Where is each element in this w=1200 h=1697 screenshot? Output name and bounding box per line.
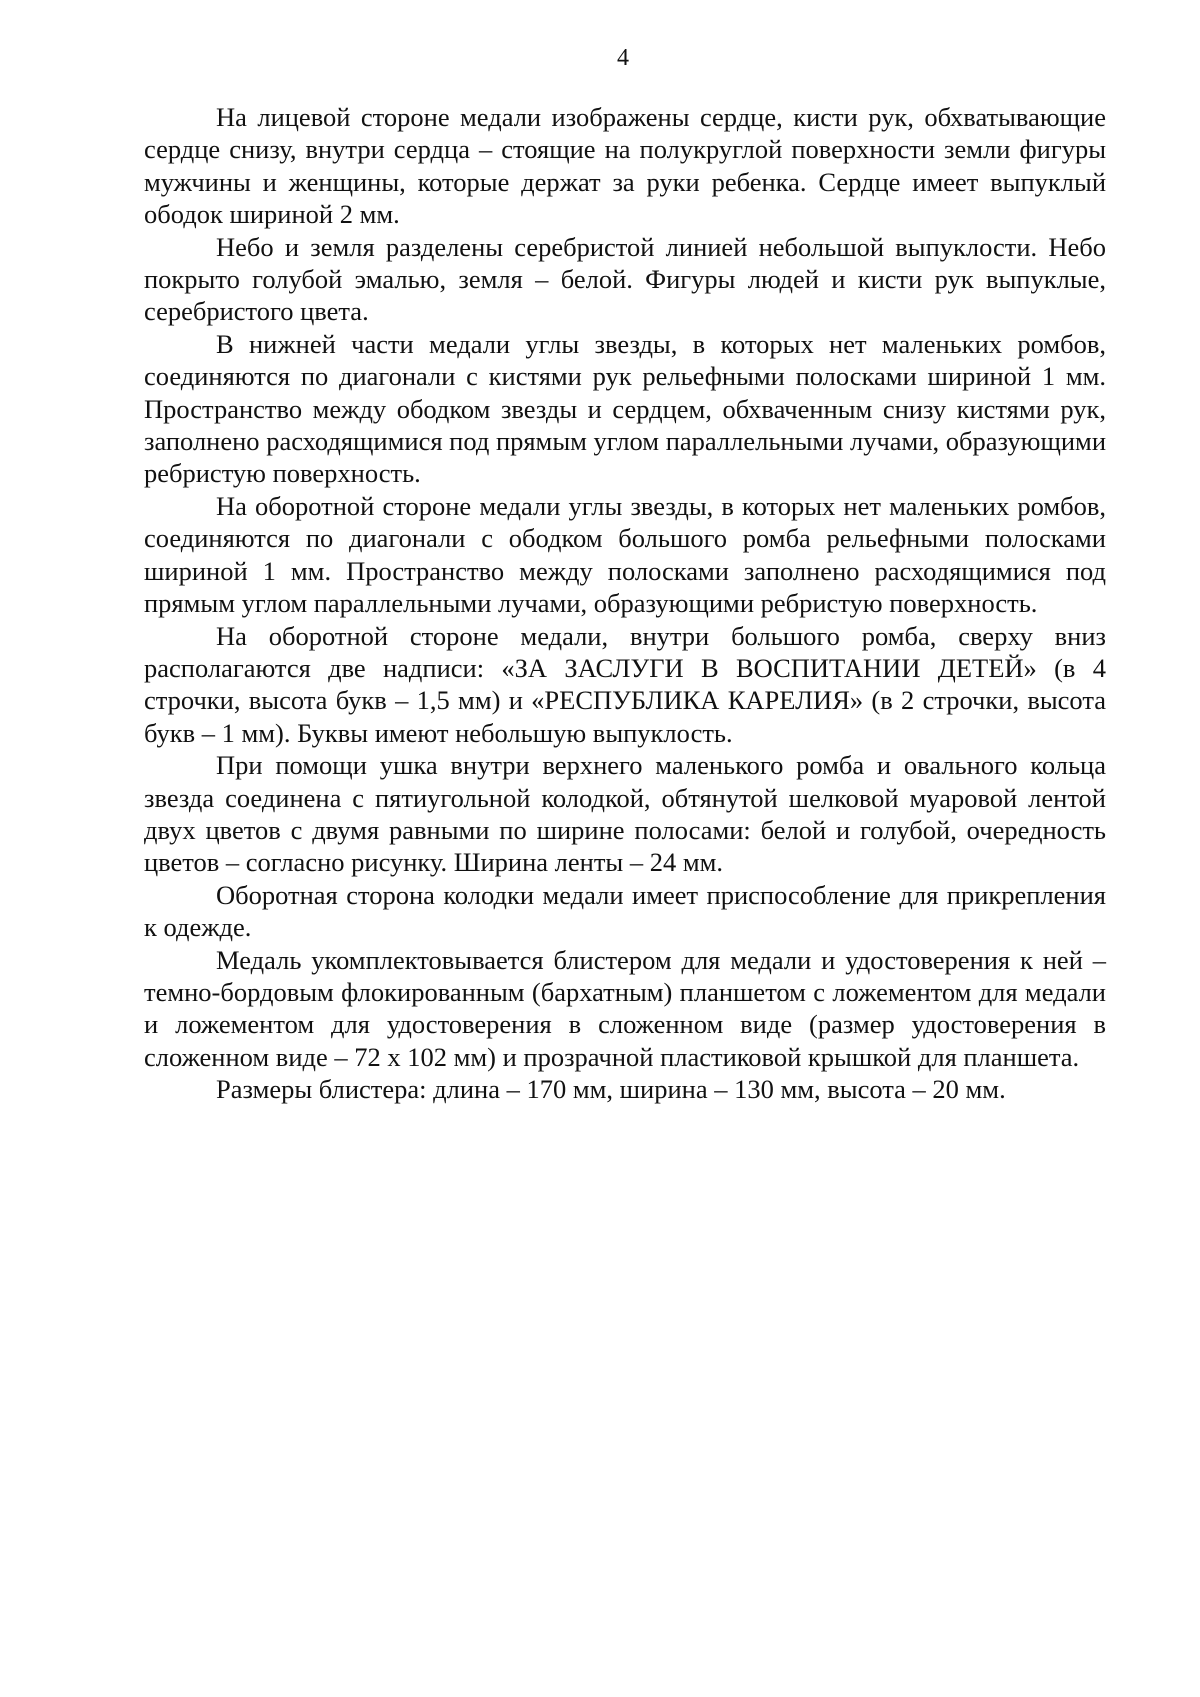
- page-number: 4: [617, 45, 629, 71]
- paragraph-reverse-inscriptions: На оборотной стороне медали, внутри большого ромба, сверху вниз располагаются две надписи: «ЗА ЗАСЛУГИ В ВОСПИТАНИИ ДЕТЕЙ» (в 4 строчки, высота букв – 1,5 мм) и «РЕСПУБЛИКА КАРЕЛИЯ» (в 2 строчки, высота букв – 1 мм). Буквы имеют небольшую выпуклость.: [144, 620, 1106, 748]
- document-body: [144, 101, 1106, 1106]
- paragraph-lower-star-corners: В нижней части медали углы звезды, в которых нет маленьких ромбов, соединяются по диагонали с кистями рук рельефными полосками шириной 1 мм. Пространство между ободком звезды и сердцем, обхваченным снизу кистями рук, заполнено расходящимися под прямым углом параллельными лучами, образующими ребристую поверхность.: [144, 328, 1106, 489]
- paragraph-sky-and-earth: Небо и земля разделены серебристой линией небольшой выпуклости. Небо покрыто голубой эмалью, земля – белой. Фигуры людей и кисти рук выпуклые, серебристого цвета.: [144, 231, 1106, 327]
- paragraph-blister-pack: Медаль укомплектовывается блистером для медали и удостоверения к ней – темно-бордовым флокированным (бархатным) планшетом с ложементом для медали и ложементом для удостоверения в сложенном виде (размер удостоверения в сложенном виде – 72 х 102 мм) и прозрачной пластиковой крышкой для планшета.: [144, 944, 1106, 1072]
- paragraph-obverse-description: На лицевой стороне медали изображены сердце, кисти рук, обхватывающие сердце снизу, внутри сердца – стоящие на полукруглой поверхности земли фигуры мужчины и женщины, которые держат за руки ребенка. Сердце имеет выпуклый ободок шириной 2 мм.: [144, 102, 1106, 230]
- paragraph-attachment: Оборотная сторона колодки медали имеет приспособление для прикрепления к одежде.: [144, 879, 1106, 943]
- paragraph-blister-dimensions: Размеры блистера: длина – 170 мм, ширина – 130 мм, высота – 20 мм.: [216, 1074, 1006, 1105]
- paragraph-ribbon-mount: При помощи ушка внутри верхнего маленького ромба и овального кольца звезда соединена с пятиугольной колодкой, обтянутой шелковой муаровой лентой двух цветов с двумя равными по ширине полосами: белой и голубой, очередность цветов – согласно рисунку. Ширина ленты – 24 мм.: [144, 750, 1106, 878]
- paragraph-reverse-star-corners: На оборотной стороне медали углы звезды, в которых нет маленьких ромбов, соединяются по диагонали с ободком большого ромба рельефными полосками шириной 1 мм. Пространство между полосками заполнено расходящимися под прямым углом параллельными лучами, образующими ребристую поверхность.: [144, 490, 1106, 619]
